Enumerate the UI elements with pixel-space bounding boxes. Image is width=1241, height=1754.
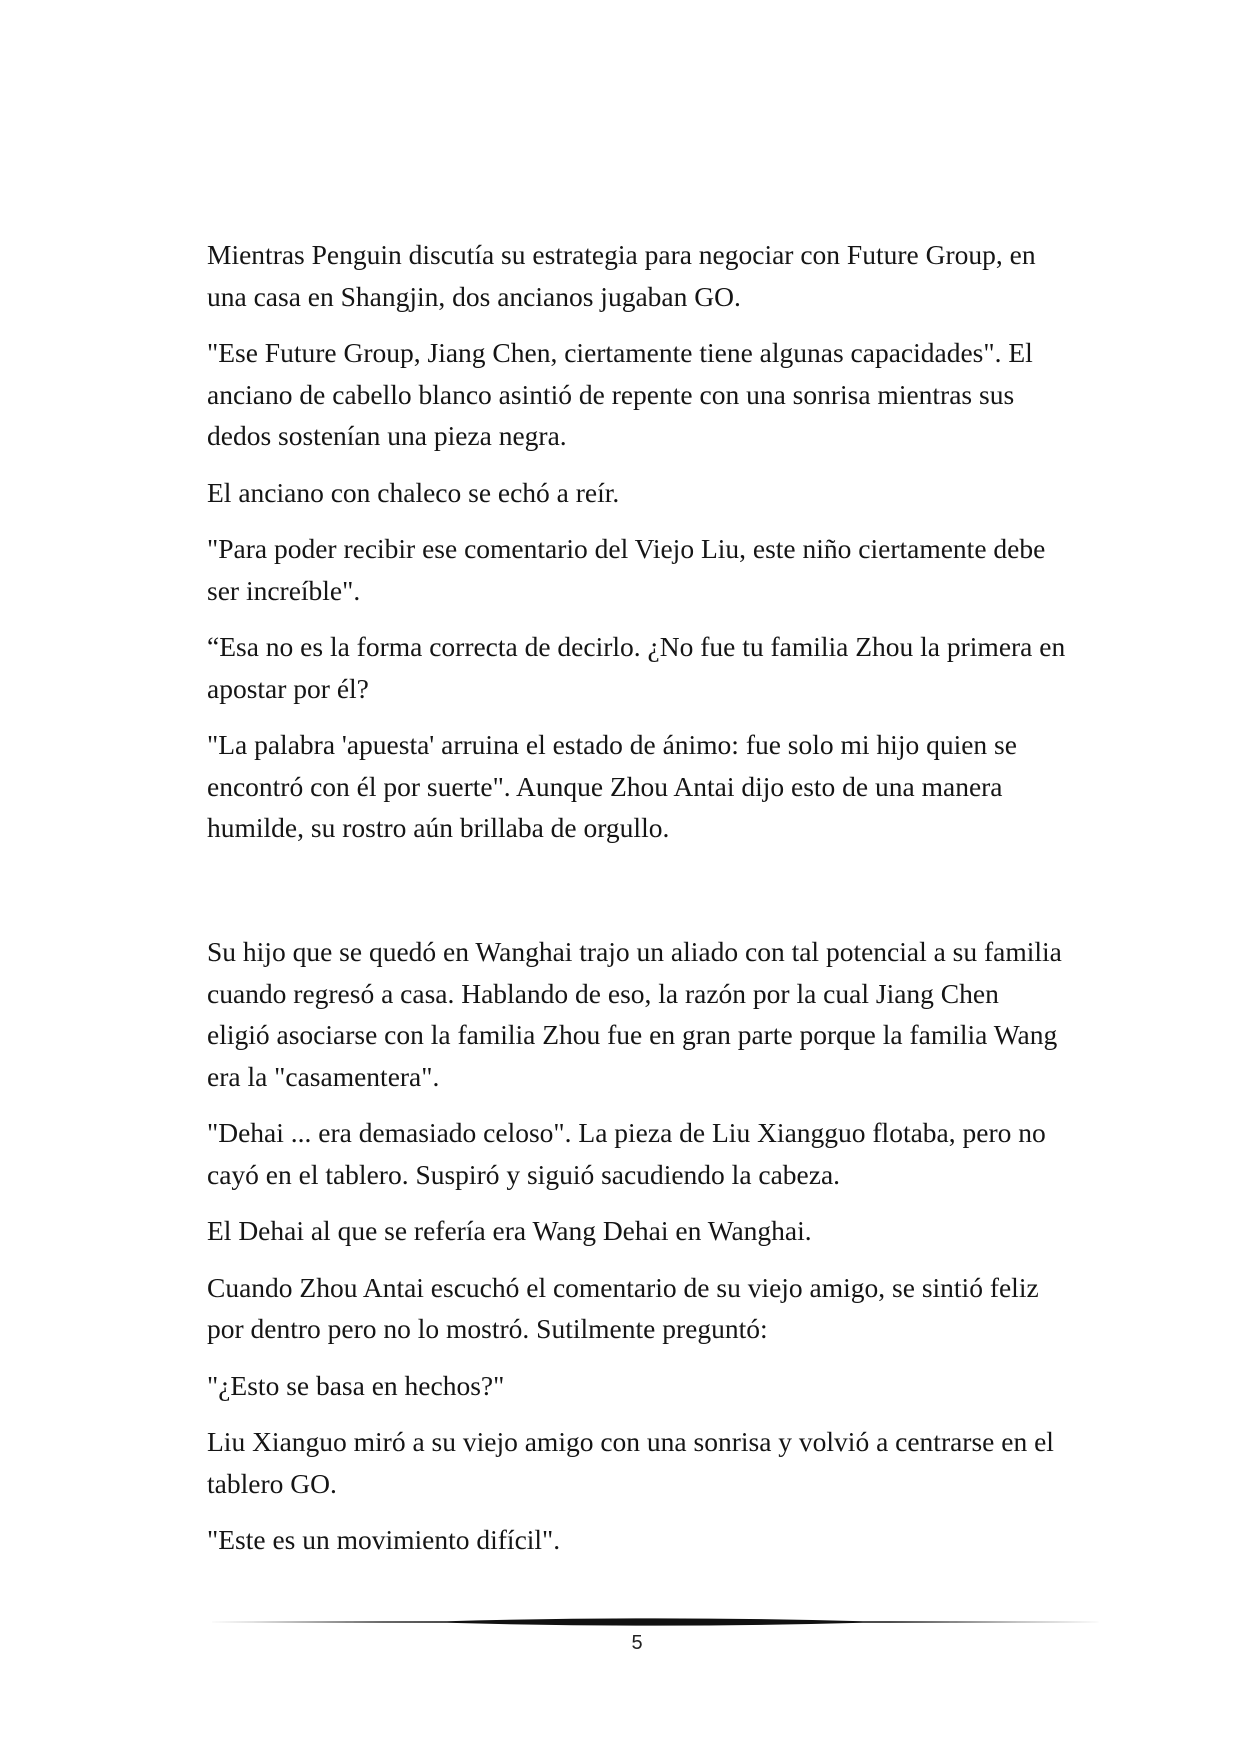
- paragraph: "Este es un movimiento difícil".: [207, 1524, 561, 1555]
- paragraph: "¿Esto se basa en hechos?": [207, 1369, 505, 1401]
- text-section-1: [207, 234, 1067, 864]
- paragraph: "Para poder recibir ese comentario del Viejo Liu, este niño ciertamente debe ser increíble".: [207, 533, 1046, 606]
- paragraph: "La palabra 'apuesta' arruina el estado de ánimo: fue solo mi hijo quien se encontró con él por suerte". Aunque Zhou Antai dijo esto de una manera humilde, su rostro aún brillaba de orgullo.: [207, 729, 1017, 843]
- footer-divider: [207, 1616, 1103, 1628]
- paragraph: Mientras Penguin discutía su estrategia para negociar con Future Group, en una casa en Shangjin, dos ancianos jugaban GO.: [207, 239, 1036, 312]
- paragraph: Su hijo que se quedó en Wanghai trajo un aliado con tal potencial a su familia cuando regresó a casa. Hablando de eso, la razón por la cual Jiang Chen eligió asociarse con la familia Zhou fue en gran parte porque la familia Wang era la "casamentera".: [207, 936, 1062, 1092]
- page-number: 5: [631, 1632, 643, 1654]
- paragraph: "Ese Future Group, Jiang Chen, ciertamente tiene algunas capacidades". El anciano de cabello blanco asintió de repente con una sonrisa mientras sus dedos sostenían una pieza negra.: [207, 337, 1033, 451]
- paragraph: Liu Xianguo miró a su viejo amigo con una sonrisa y volvió a centrarse en el tablero GO.: [207, 1426, 1054, 1499]
- paragraph: Cuando Zhou Antai escuchó el comentario de su viejo amigo, se sintió feliz por dentro pero no lo mostró. Sutilmente preguntó:: [207, 1271, 1039, 1344]
- paragraph: "Dehai ... era demasiado celoso". La pieza de Liu Xiangguo flotaba, pero no cayó en el tablero. Suspiró y siguió sacudiendo la cabeza.: [207, 1117, 1046, 1190]
- paragraph: El anciano con chaleco se echó a reír.: [207, 476, 620, 508]
- paragraph: El Dehai al que se refería era Wang Dehai en Wanghai.: [207, 1215, 812, 1246]
- text-section-2: [207, 931, 1067, 1576]
- paragraph: “Esa no es la forma correcta de decirlo. ¿No fue tu familia Zhou la primera en apostar por él?: [207, 631, 1066, 704]
